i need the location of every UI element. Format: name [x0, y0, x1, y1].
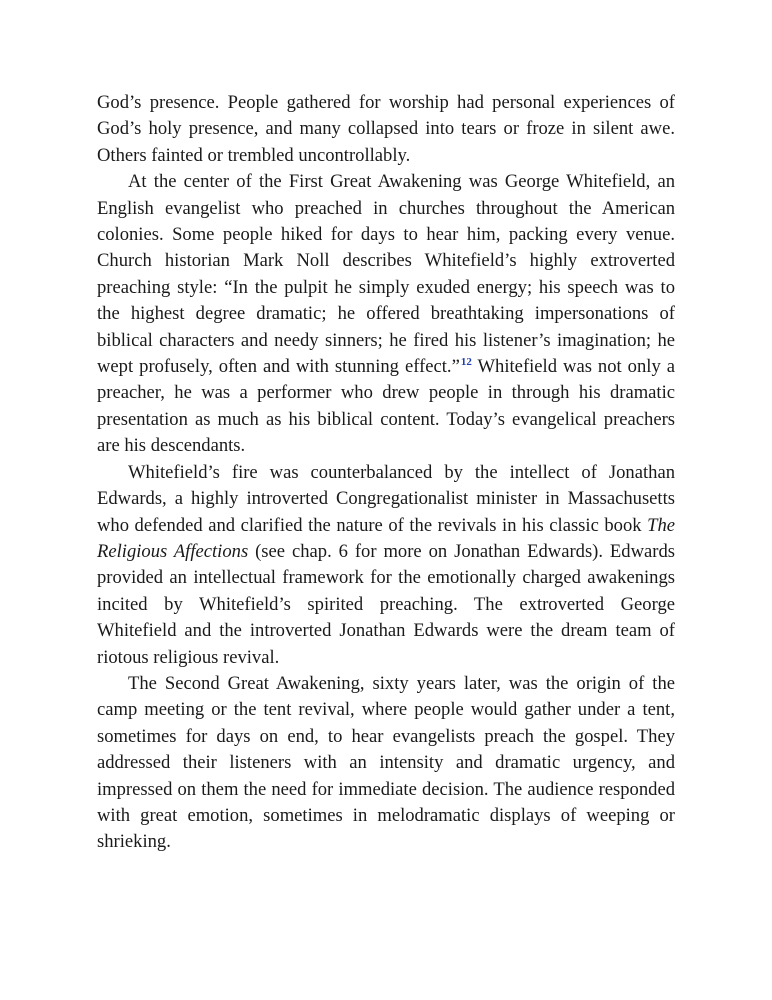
paragraph-continuation: God’s presence. People gathered for worship had personal experiences of God’s holy presence, and many collapsed into tears or froze in silent awe. Others fainted or trembled uncontrollably. — [97, 92, 675, 166]
paragraph-text: (see chap. 6 for more on Jonathan Edwards). Edwards provided an intellectual framework for the emotionally charged awakenings incited by Whitefield’s spirited preaching. The extroverted George Whitefield and the introverted Jonathan Edwards were the dream team of riotous religious revival. — [97, 540, 675, 668]
book-title: The Religious Affections — [97, 514, 675, 562]
paragraph-whitefield — [97, 169, 675, 459]
paragraph-text: Whitefield’s fire was counterbalanced by the intellect of Jonathan Edwards, a highly introverted Congregationalist minister in Massachusetts who defended and clarified the nature of the revivals in his classic book — [97, 461, 675, 536]
footnote-reference-link[interactable]: 12 — [460, 355, 472, 368]
paragraph-text: At the center of the First Great Awakening was George Whitefield, an English evangelist who preached in churches throughout the American colonies. Some people hiked for days to hear him, packing every venue. Church historian Mark Noll describes Whitefield’s highly extroverted preaching style: “In the pulpit he simply exuded energy; his speech was to the highest degree dramatic; he offered breathtaking impersonations of biblical characters and needy sinners; he fired his listener’s imagination; he wept profusely, often and with stunning effect.” — [97, 171, 675, 378]
page-body — [97, 90, 675, 856]
paragraph-text: Whitefield was not only a preacher, he was a performer who drew people in through his dramatic presentation as much as his biblical content. Today’s evangelical preachers are his descendants. — [97, 356, 675, 457]
paragraph-second-awakening: The Second Great Awakening, sixty years later, was the origin of the camp meeting or the tent revival, where people would gather under a tent, sometimes for days on end, to hear evangelists preach the gospel. They addressed their listeners with an intensity and dramatic urgency, and impressed on them the need for immediate decision. The audience responded with great emotion, sometimes in melodramatic displays of weeping or shrieking. — [97, 672, 675, 853]
paragraph-edwards — [97, 460, 675, 671]
